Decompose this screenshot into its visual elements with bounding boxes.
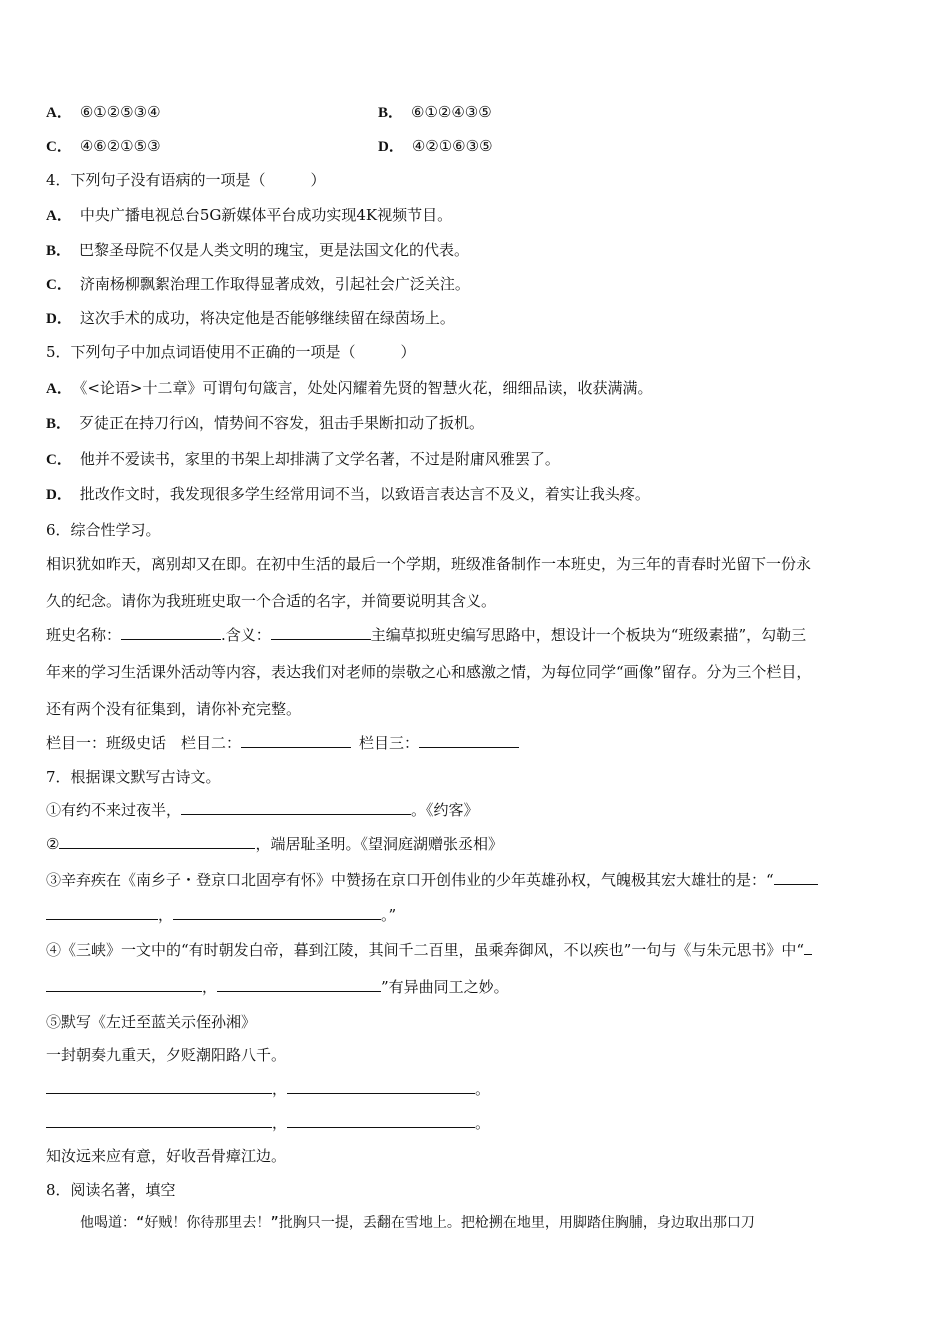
option-label: D． xyxy=(46,487,72,503)
poem-text: 。 xyxy=(475,1114,491,1132)
poem-blank[interactable] xyxy=(287,1113,475,1128)
column-two-blank[interactable] xyxy=(241,733,351,748)
option-text: ④⑥②①⑤③ xyxy=(79,137,161,155)
q7-item-3-cont xyxy=(46,905,396,925)
option-text: ④②①⑥③⑤ xyxy=(411,137,493,155)
q6-paragraph-line: 久的纪念。请你为我班班史取一个合适的名字，并简要说明其含义。 xyxy=(46,592,497,610)
poem-line-last: 知汝远来应有意，好收吾骨瘴江边。 xyxy=(46,1147,287,1165)
option-label: D． xyxy=(46,311,72,327)
poem-line-1: 一封朝奏九重天，夕贬潮阳路八千。 xyxy=(46,1046,287,1064)
q5-option-b xyxy=(46,413,484,434)
option-text: 济南杨柳飘絮治理工作取得显著成效，引起社会广泛关注。 xyxy=(79,275,470,293)
poem-blank[interactable] xyxy=(46,977,202,992)
poem-blank[interactable] xyxy=(217,977,381,992)
q4-option-a xyxy=(46,205,452,226)
column-three-label: 栏目三： xyxy=(359,734,420,752)
q4-stem: 4．下列句子没有语病的一项是（ ） xyxy=(46,171,326,189)
q7-item-1 xyxy=(46,800,479,820)
q6-columns-line xyxy=(46,733,519,753)
option-label: C． xyxy=(46,139,72,155)
q7-stem: 7．根据课文默写古诗文。 xyxy=(46,768,221,786)
poem-blank[interactable] xyxy=(804,940,812,955)
option-label: B． xyxy=(46,243,72,259)
q6-stem: 6．综合性学习。 xyxy=(46,521,161,539)
poem-blank-line xyxy=(46,1113,490,1133)
option-text: 歹徒正在持刀行凶，情势间不容发，狙击手果断扣动了扳机。 xyxy=(79,414,485,432)
q4-option-d xyxy=(46,308,455,329)
q3-option-a xyxy=(46,102,161,123)
q8-stem: 8．阅读名著，填空 xyxy=(46,1181,176,1199)
option-text: 他并不爱读书，家里的书架上却排满了文学名著，不过是附庸风雅罢了。 xyxy=(79,450,560,468)
poem-blank[interactable] xyxy=(181,800,411,815)
q6-paragraph-line: 年来的学习生活课外活动等内容，表达我们对老师的崇敬之心和感激之情，为每位同学“画像”留存。分为三个栏目， xyxy=(46,663,812,681)
q6-paragraph-text: 主编草拟班史编写思路中，想设计一个板块为“班级素描”，勾勒三 xyxy=(370,626,807,644)
q6-paragraph-line: 相识犹如昨天，离别却又在即。在初中生活的最后一个学期，班级准备制作一本班史，为三年的青春时光留下一份永 xyxy=(46,555,812,573)
poem-text: ④《三峡》一文中的“有时朝发白帝，暮到江陵，其间千二百里，虽乘奔御风，不以疾也”一句与《与朱元思书》中“ xyxy=(46,941,805,959)
option-text: ⑥①②⑤③④ xyxy=(79,103,161,121)
class-history-name-blank[interactable] xyxy=(121,625,221,640)
q5-option-d xyxy=(46,484,650,505)
poem-blank[interactable] xyxy=(173,905,381,920)
poem-text: ， xyxy=(272,1080,288,1098)
q5-option-c xyxy=(46,449,560,470)
option-text: 中央广播电视总台5G新媒体平台成功实现4K视频节目。 xyxy=(79,206,453,224)
option-text: 《<论语>十二章》可谓句句箴言，处处闪耀着先贤的智慧火花，细细品读，收获满满。 xyxy=(79,379,653,397)
option-label: B． xyxy=(46,416,72,432)
poem-text: ， xyxy=(202,978,218,996)
class-history-name-label: 班史名称： xyxy=(46,626,122,644)
poem-text: ①有约不来过夜半， xyxy=(46,801,182,819)
option-label: A． xyxy=(46,381,72,397)
option-text: 巴黎圣母院不仅是人类文明的瑰宝，更是法国文化的代表。 xyxy=(79,241,470,259)
option-label: A． xyxy=(46,208,72,224)
q3-option-b xyxy=(378,102,492,123)
poem-blank-line xyxy=(46,1079,490,1099)
q3-option-d xyxy=(378,136,493,157)
meaning-label: .含义： xyxy=(221,626,271,644)
option-label: D． xyxy=(378,139,404,155)
poem-blank[interactable] xyxy=(46,1079,272,1094)
poem-text: 。《约客》 xyxy=(411,801,479,819)
poem-text: ， xyxy=(272,1114,288,1132)
q4-option-b xyxy=(46,240,469,261)
option-label: C． xyxy=(46,277,72,293)
option-label: A． xyxy=(46,105,72,121)
q7-item-5: ⑤默写《左迁至蓝关示侄孙湘》 xyxy=(46,1013,257,1031)
poem-blank[interactable] xyxy=(287,1079,475,1094)
q6-paragraph-line: 还有两个没有征集到，请你补充完整。 xyxy=(46,700,302,718)
q7-item-4-cont xyxy=(46,977,509,997)
poem-blank[interactable] xyxy=(774,870,818,885)
column-one-label: 栏目一：班级史话 栏目二： xyxy=(46,734,242,752)
q3-option-c xyxy=(46,136,161,157)
q8-passage: 他喝道：“好贼！你待那里去！”批胸只一提，丢翻在雪地上。把枪搠在地里，用脚踏住胸脯，身边取出那口刀 xyxy=(80,1215,755,1231)
poem-blank[interactable] xyxy=(59,834,255,849)
option-label: C． xyxy=(46,452,72,468)
option-text: ⑥①②④③⑤ xyxy=(411,103,492,121)
poem-text: ， xyxy=(158,906,174,924)
q5-stem: 5．下列句子中加点词语使用不正确的一项是（ ） xyxy=(46,343,416,361)
option-label: B． xyxy=(378,105,404,121)
poem-text: ② xyxy=(46,835,60,853)
poem-text: 。 xyxy=(475,1080,491,1098)
poem-text: 。” xyxy=(381,906,397,924)
column-three-blank[interactable] xyxy=(419,733,519,748)
option-text: 这次手术的成功，将决定他是否能够继续留在绿茵场上。 xyxy=(79,309,455,327)
q7-item-3 xyxy=(46,870,818,890)
q7-item-2 xyxy=(46,834,503,854)
poem-text: ”有异曲同工之妙。 xyxy=(381,978,509,996)
q7-item-4 xyxy=(46,940,812,960)
poem-text: ，端居耻圣明。《望洞庭湖赠张丞相》 xyxy=(255,835,503,853)
q4-option-c xyxy=(46,274,470,295)
q5-option-a xyxy=(46,378,653,399)
poem-text: ③辛弃疾在《南乡子・登京口北固亭有怀》中赞扬在京口开创伟业的少年英雄孙权，气魄极其宏大雄壮的是：“ xyxy=(46,871,774,889)
q6-name-line xyxy=(46,625,806,645)
option-text: 批改作文时，我发现很多学生经常用词不当，以致语言表达言不及义，着实让我头疼。 xyxy=(79,485,650,503)
poem-blank[interactable] xyxy=(46,1113,272,1128)
meaning-blank[interactable] xyxy=(271,625,371,640)
poem-blank[interactable] xyxy=(46,905,158,920)
